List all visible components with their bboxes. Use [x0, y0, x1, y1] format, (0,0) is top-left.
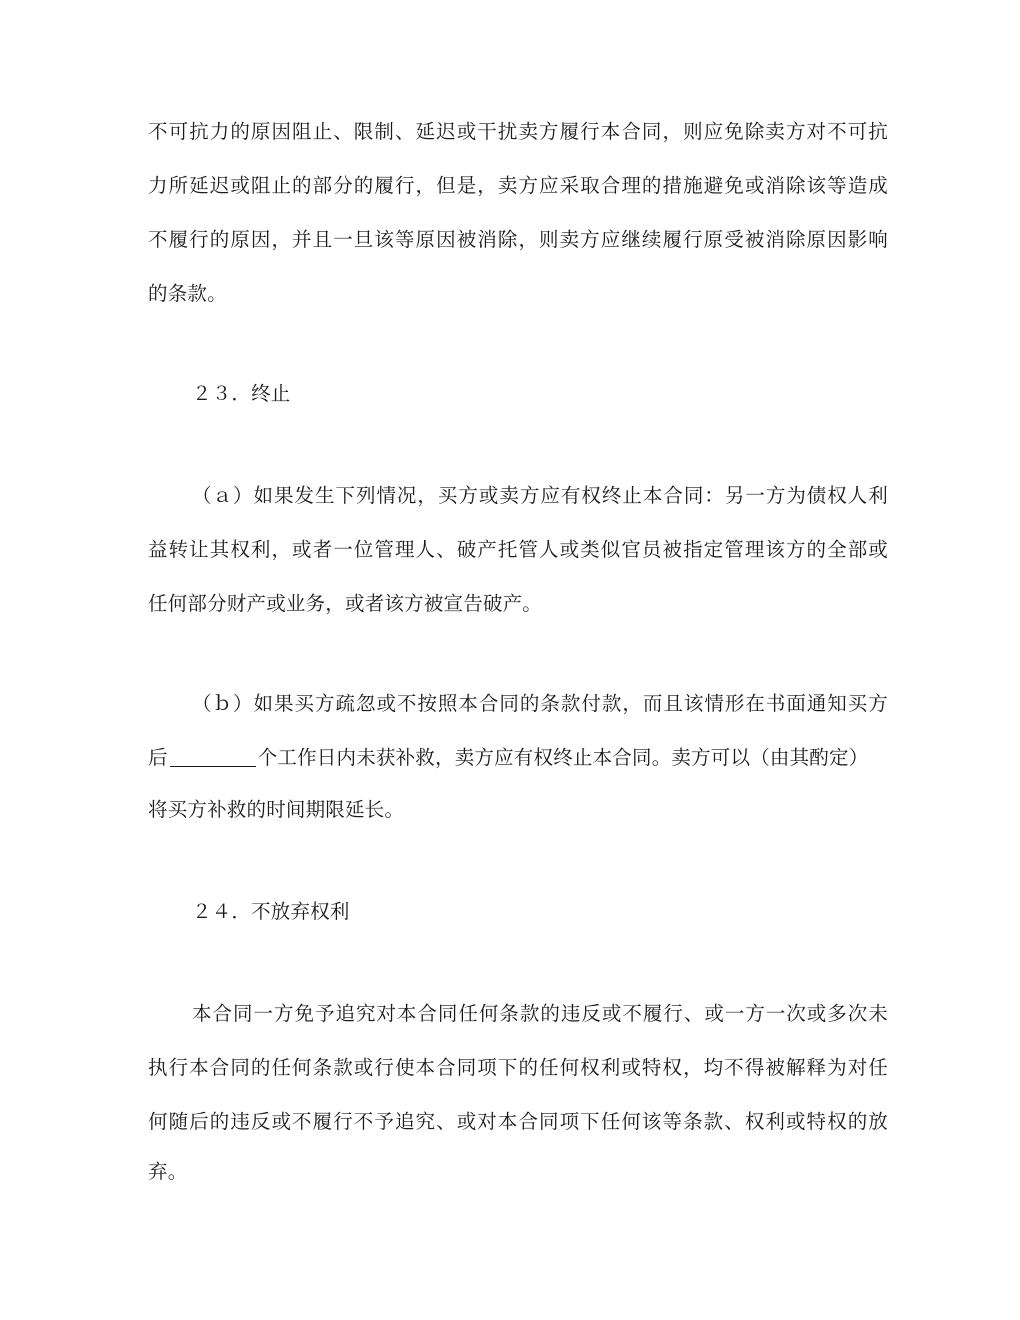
paragraph-line: 将买方补救的时间期限延长。 — [148, 798, 405, 821]
paragraph-line: 任何部分财产或业务，或者该方被宣告破产。 — [148, 592, 543, 615]
section-heading: ２４．不放弃权利 — [192, 900, 350, 923]
paragraph-line: 不可抗力的原因阻止、限制、延迟或干扰卖方履行本合同，则应免除卖方对不可抗 — [148, 120, 888, 143]
text-after-blank: 个工作日内未获补救，卖方应有权终止本合同。卖方可以（由其酌定） — [257, 746, 869, 769]
paragraph-line: （ｂ）如果买方疏忽或不按照本合同的条款付款，而且该情形在书面通知买方 — [192, 692, 888, 715]
paragraph-line: 益转让其权利，或者一位管理人、破产托管人或类似官员被指定管理该方的全部或 — [148, 538, 888, 561]
paragraph-line: 本合同一方免予追究对本合同任何条款的违反或不履行、或一方一次或多次未 — [192, 1002, 888, 1025]
paragraph-line: 不履行的原因，并且一旦该等原因被消除，则卖方应继续履行原受被消除原因影响 — [148, 228, 888, 251]
paragraph-line: 何随后的违反或不履行不予追究、或对本合同项下任何该等条款、权利或特权的放 — [148, 1110, 888, 1133]
section-heading: ２３．终止 — [192, 382, 291, 405]
paragraph-line: （ａ）如果发生下列情况，买方或卖方应有权终止本合同：另一方为债权人利 — [192, 484, 888, 507]
paragraph-line: 执行本合同的任何条款或行使本合同项下的任何权利或特权，均不得被解释为对任 — [148, 1056, 888, 1079]
fill-in-blank[interactable] — [170, 746, 256, 767]
paragraph-line: 力所延迟或阻止的部分的履行，但是，卖方应采取合理的措施避免或消除该等造成 — [148, 174, 888, 197]
paragraph-line: 弃。 — [148, 1160, 188, 1183]
text-before-blank: 后 — [148, 746, 168, 769]
paragraph-line-with-blank — [148, 744, 888, 772]
paragraph-line: 的条款。 — [148, 282, 227, 305]
